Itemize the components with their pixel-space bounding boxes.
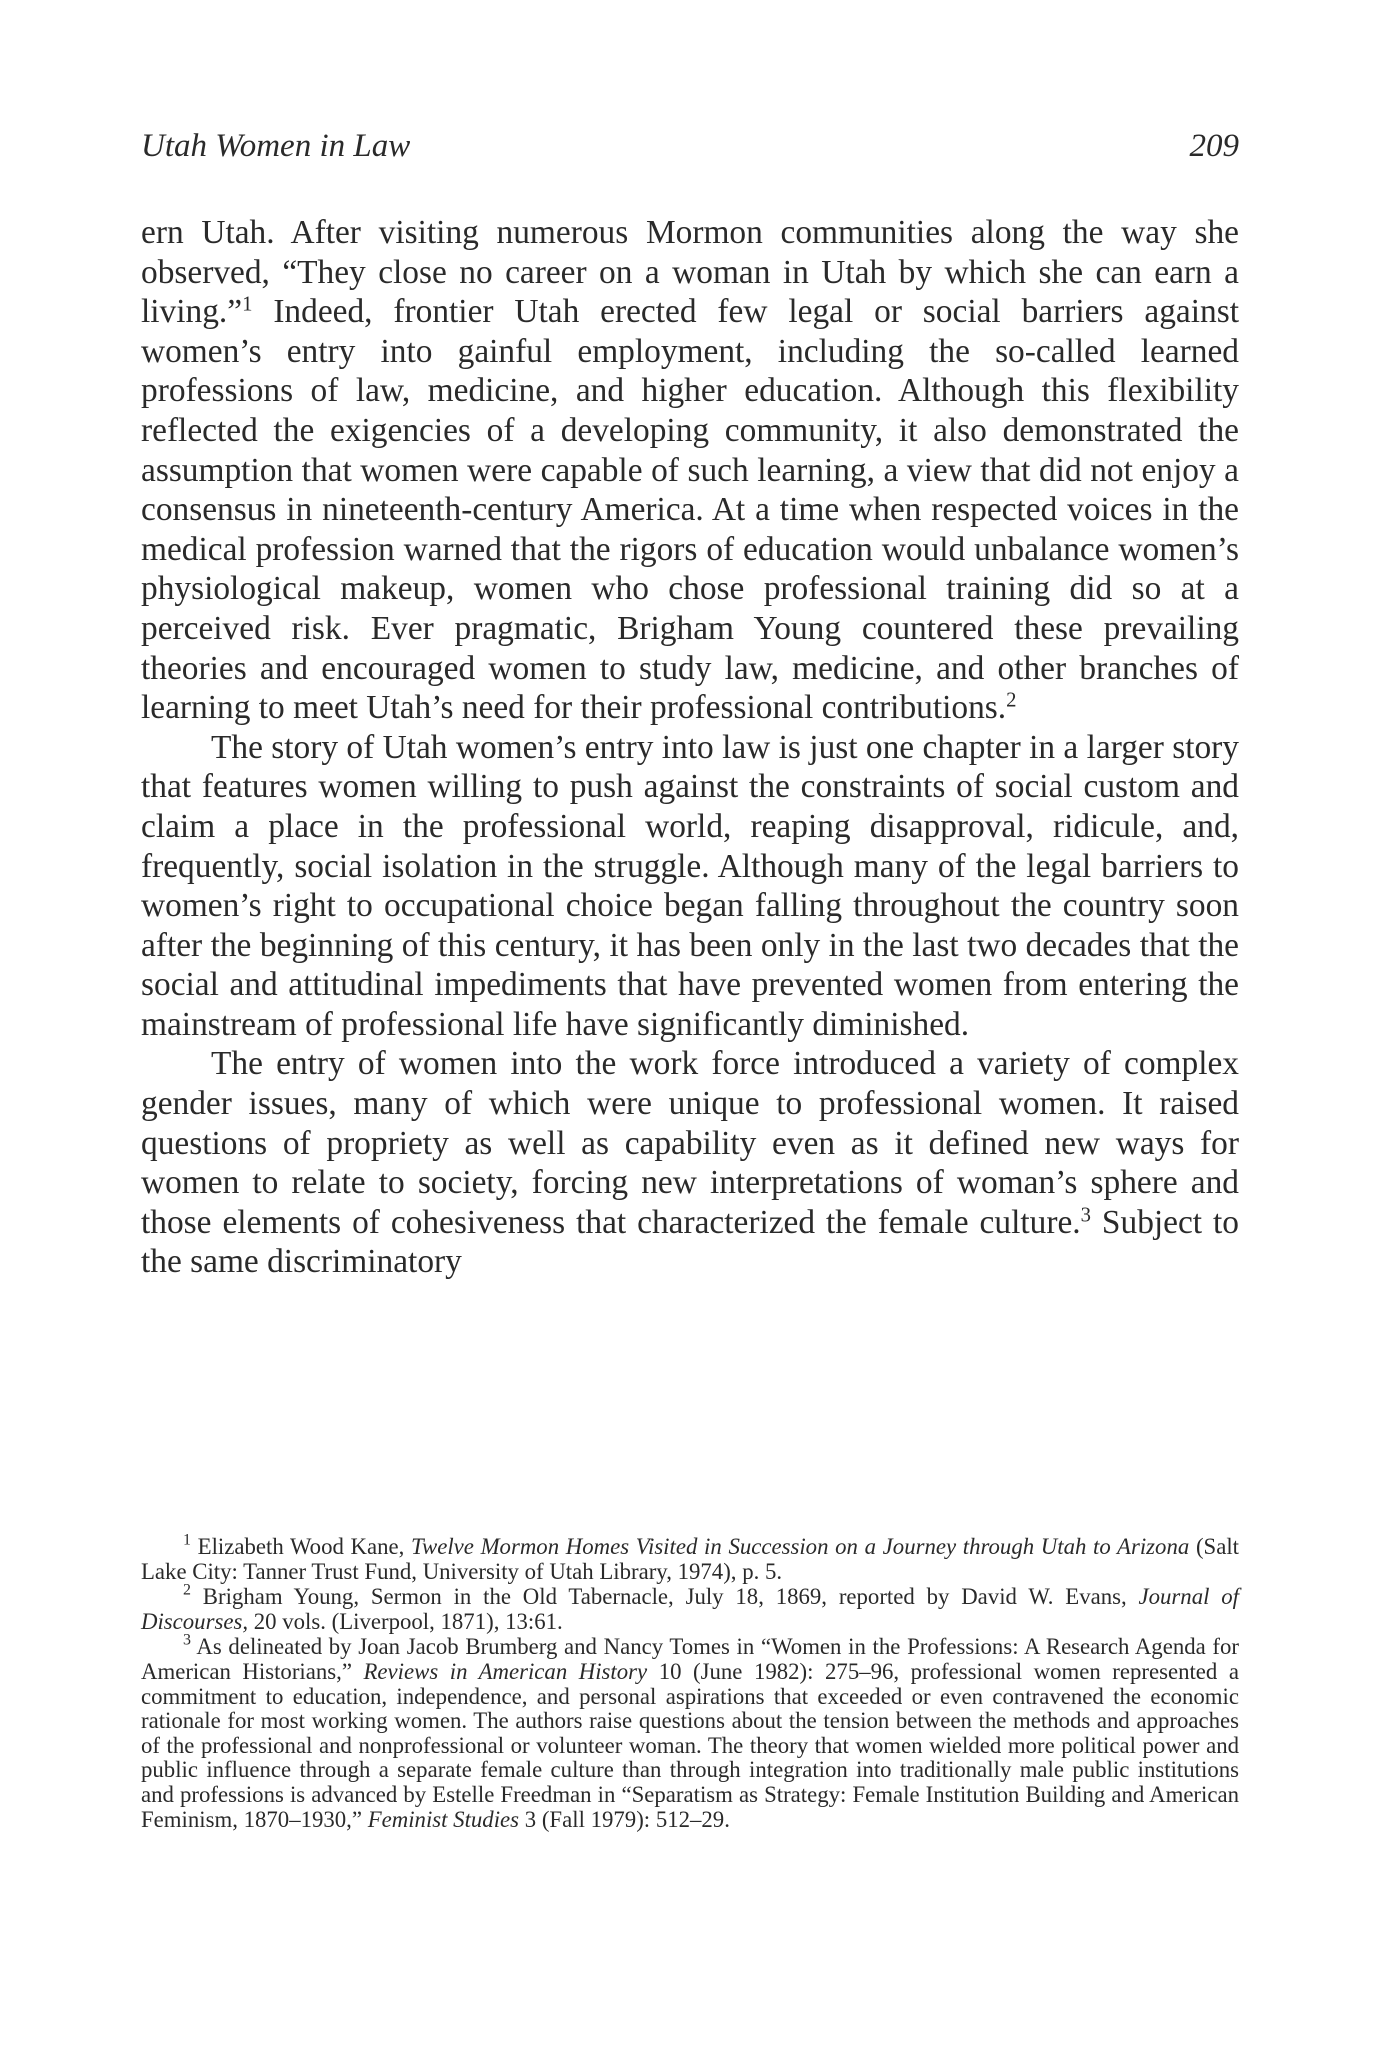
footnote-1-citation: (Salt Lake City: Tanner Trust Fund, University of Utah Library, 1974), p. 5.	[141, 1534, 1239, 1584]
footnote-ref-1: 1	[242, 293, 253, 316]
footnote-2-title: Journal of Discourses,	[141, 1584, 1239, 1634]
footnote-2-text: Brigham Young, Sermon in the Old Tabernacle, July 18, 1869, reported by David W. Evans,	[190, 1584, 1139, 1610]
footnote-2	[141, 1581, 1239, 1634]
footnote-3-middle-text: 10 (June 1982): 275–96, professional women represented a commitment to education, independence, and personal aspirations that exceeded or even contravened the economic rationale for most working women. The authors raise questions about the tension between the methods and approaches of the professional and nonprofessional or volunteer woman. The theory that women wielded more political power and public influence through a separate female culture than through integration into traditionally male public institutions and professions is advanced by Estelle Freedman in “Separatism as Strategy: Female Institution Building and American Feminism, 1870–1930,”	[141, 1658, 1239, 1832]
footnote-3-title-2: Feminist Studies	[367, 1806, 520, 1832]
footnote-3-number: 3	[183, 1631, 191, 1649]
footnote-2-citation: 20 vols. (Liverpool, 1871), 13:61.	[248, 1608, 563, 1634]
footnote-3-title-1: Reviews in American History	[363, 1658, 648, 1684]
footnote-1	[141, 1531, 1239, 1584]
footnote-3-text: As delineated by Joan Jacob Brumberg and Nancy Tomes in “Women in the Professions: A Research Agenda for American Historians,”	[141, 1634, 1239, 1684]
paragraph-1-text-b: Indeed, frontier Utah erected few legal or social barriers against women’s entry into gainful employment, including the so-called learned professions of law, medicine, and higher education. Although this flexibility reflected the exigencies of a developing community, it also demonstrated the assumption that women were capable of such learning, a view that did not enjoy a consensus in nineteenth-century America. At a time when respected voices in the medical profession warned that the rigors of education would unbalance women’s physiological makeup, women who chose professional training did so at a perceived risk. Ever pragmatic, Brigham Young countered these prevailing theories and encouraged women to study law, medicine, and other branches of learning to meet Utah’s need for their professional contributions.	[141, 293, 1239, 727]
paragraph-3-text-a: The entry of women into the work force introduced a variety of complex gender issues, many of which were unique to professional women. It raised questions of propriety as well as capability even as it defined new ways for women to relate to society, forcing new interpretations of woman’s sphere and those elements of cohesiveness that characterized the female culture.	[141, 1045, 1239, 1241]
footnote-ref-2: 2	[1006, 689, 1017, 712]
footnotes	[141, 1531, 1239, 1833]
paragraph-3-text-b: Subject to the same discriminatory	[141, 1203, 1240, 1281]
body-text	[141, 213, 1239, 1282]
footnote-ref-3: 3	[1080, 1204, 1091, 1227]
paragraph-2: The story of Utah women’s entry into law is just one chapter in a larger story that features women willing to push against the constraints of social custom and claim a place in the professional world, reaping disapproval, ridicule, and, frequently, social isolation in the struggle. Although many of the legal barriers to women’s right to occupational choice began falling throughout the country soon after the beginning of this century, it has been only in the last two decades that the social and attitudinal impediments that have prevented women from entering the mainstream of professional life have significantly diminished.	[141, 728, 1239, 1043]
footnote-1-number: 1	[183, 1531, 191, 1549]
paragraph-1	[141, 213, 1239, 728]
running-title: Utah Women in Law	[141, 128, 411, 164]
footnote-1-title: Twelve Mormon Homes Visited in Succession on a Journey through Utah to Arizona	[411, 1534, 1190, 1559]
paragraph-3	[141, 1044, 1239, 1282]
page-number: 209	[1189, 128, 1239, 164]
paragraph-1-text-a: ern Utah. After visiting numerous Mormon communities along the way she observed, “They close no career on a woman in Utah by which she can earn a living.”	[141, 214, 1239, 331]
running-head	[141, 128, 1239, 172]
footnote-3	[141, 1631, 1239, 1832]
footnote-2-number: 2	[183, 1581, 191, 1599]
footnote-1-text: Elizabeth Wood Kane,	[190, 1534, 412, 1559]
footnote-3-citation: 3 (Fall 1979): 512–29.	[519, 1806, 730, 1832]
